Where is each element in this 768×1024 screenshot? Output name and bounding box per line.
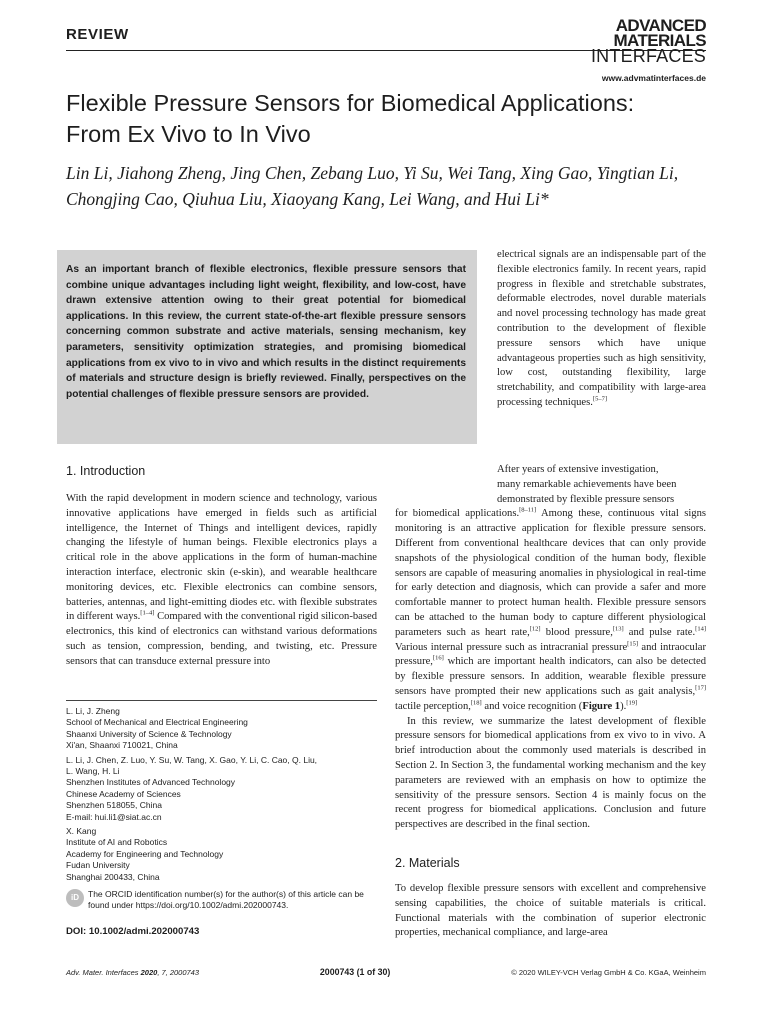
affiliation-line: X. Kang [66, 826, 97, 837]
citation[interactable]: [8–11] [519, 506, 537, 514]
citation[interactable]: [5–7] [592, 395, 608, 403]
text-run: and pulse rate. [623, 626, 696, 638]
body-paragraph-2 [395, 507, 706, 714]
affiliation-line: L. Li, J. Chen, Z. Luo, Y. Su, W. Tang, X. Gao, Y. Li, C. Cao, Q. Liu, [66, 754, 318, 765]
affiliation-group-1 [66, 706, 386, 752]
text-run: With the rapid development in modern science and technology, various innovative applications have emerged in fields such as artificial intelligence, the Internet of Things and intelligent devices, rapidly changing the lifestyle of human beings. Flexible electronics plays a critical role in the above applications in the form of human-machine interaction interface, electronic skin (e-skin), and wearable healthcare monitoring devices, etc. Flexible electronics can combine sensors, batteries, antennas, and light-emitting diodes etc. with flexible substrates in different ways. [66, 493, 377, 623]
citation[interactable]: [17] [695, 684, 706, 692]
affiliation-line: School of Mechanical and Electrical Engineering [66, 717, 248, 728]
affiliation-line: Fudan University [66, 860, 130, 871]
citation[interactable]: [12] [529, 625, 541, 633]
orcid-icon[interactable]: iD [66, 889, 84, 907]
journal-logo-line2: MATERIALS [613, 31, 706, 50]
page-footer [66, 967, 706, 977]
text-run: ). [620, 700, 627, 712]
affiliation-group-3 [66, 826, 386, 883]
citation[interactable]: [14] [695, 625, 707, 633]
paper-title [66, 88, 706, 150]
section-tag: REVIEW [66, 26, 129, 43]
text-run: Various internal pressure such as intracranial pressure [395, 641, 628, 653]
affiliation-line: Shaanxi University of Science & Technology [66, 728, 232, 739]
journal-logo-line3: INTERFACES [590, 46, 706, 66]
paragraph-line: After years of extensive investigation, [497, 464, 659, 475]
copyright: © 2020 WILEY-VCH Verlag GmbH & Co. KGaA, Weinheim [511, 967, 706, 977]
right-column-continuation [497, 248, 706, 411]
footer-volume: , 7, 2000743 [157, 967, 200, 977]
affiliation-line: Shenzhen Institutes of Advanced Technology [66, 777, 236, 788]
title-line-1: Flexible Pressure Sensors for Biomedical Applications: [66, 90, 635, 116]
affiliation-rule [66, 700, 377, 701]
paragraph-line: many remarkable achievements have been [497, 478, 677, 490]
affiliation-line: L. Li, J. Zheng [66, 706, 120, 716]
doi-link[interactable]: DOI: 10.1002/admi.202000743 [66, 926, 200, 937]
journal-logo [591, 18, 706, 83]
authors-line-2: Chongjing Cao, Qiuhua Liu, Xiaoyang Kang, Lei Wang, and Hui Li* [66, 189, 549, 209]
citation[interactable]: [1–4] [140, 609, 155, 617]
journal-logo-line1: ADVANCED [615, 16, 706, 35]
introduction-paragraph [66, 492, 377, 670]
paragraph-line: demonstrated by flexible pressure sensors [497, 493, 675, 505]
section-heading-materials: 2. Materials [395, 856, 460, 870]
citation[interactable]: [15] [627, 640, 639, 648]
text-run: and voice recognition ( [481, 700, 583, 712]
footer-journal: Adv. Mater. Interfaces [66, 967, 141, 977]
affiliation-line: Chinese Academy of Sciences [66, 788, 181, 799]
page-number: 2000743 (1 of 30) [319, 967, 391, 977]
affiliations [66, 706, 386, 886]
citation[interactable]: [19] [626, 699, 638, 707]
materials-paragraph: To develop flexible pressure sensors with excellent and comprehensive sensing capabilities, the choice of suitable materials is critical. Functional materials with the combination of superior electronic properties, mechanical compliance, and large-area [395, 883, 706, 939]
text-run: and intraocular pressure, [395, 641, 706, 668]
text-run: Among these, continuous vital signs monitoring is an attractive application for flexible pressure sensors. Different from conventional healthcare devices that can only provide snapshots of the physiological condition of the human body, flexible sensors are capable of measuring anomalies in physiological in real-time for early detection and diagnosis, which can provide a safer and more comfortable manner to protect human health. Flexible pressure sensors can be attached to the human body to capture different physiological parameters such as heart rate, [395, 508, 706, 638]
affiliation-group-2 [66, 755, 386, 823]
affiliation-line: Academy for Engineering and Technology [66, 848, 224, 859]
affiliation-line: Xi'an, Shaanxi 710021, China [66, 740, 178, 751]
author-list [66, 160, 716, 212]
footer-year: 2020 [140, 967, 158, 977]
text-run: blood pressure, [540, 626, 613, 638]
affiliation-line: Shenzhen 518055, China [66, 800, 162, 811]
continuation-text: electrical signals are an indispensable part of the flexible electronics family. In recent years, rapid progress in flexible and stretchable substrates, deformable electrodes, novel durable materials and novel processing technology has made great contribution to the development of flexible pressure sensors which have unique advantageous properties such as high sensitivity, low cost, outstanding flexibility, large stretchability, and compatibility with large-area processing techniques. [497, 249, 706, 408]
figure-reference[interactable]: Figure 1 [582, 700, 621, 712]
citation[interactable]: [18] [470, 699, 482, 707]
orcid-text[interactable]: The ORCID identification number(s) for the author(s) of this article can be found under https://doi.org/10.1002/admi.202000743. [88, 889, 364, 911]
text-run: Compared with the conventional rigid silicon-based electronics, this kind of electronics can withstand various deformations such as tension, compression, bending, and twisting, etc. Pressure sensors that can transduce external pressure into [66, 611, 377, 667]
citation[interactable]: [16] [432, 654, 444, 662]
text-run: for biomedical applications. [395, 508, 520, 520]
right-column-body [395, 463, 706, 833]
affiliation-line: Shanghai 200433, China [66, 871, 160, 882]
text-run: which are important health indicators, can also be detected by flexible pressure sensors. In addition, wearable flexible pressure sensors have prompted their new applications such as gait analysis, [395, 656, 706, 697]
corresponding-email[interactable]: E-mail: hui.li1@siat.ac.cn [66, 811, 162, 822]
section-heading-introduction: 1. Introduction [66, 464, 146, 478]
affiliation-line: Institute of AI and Robotics [66, 837, 168, 848]
citation[interactable]: [13] [612, 625, 624, 633]
journal-url[interactable]: www.advmatinterfaces.de [601, 73, 706, 83]
body-paragraph-3: In this review, we summarize the latest development of flexible pressure sensors for biomedical applications from ex vivo to in vivo. A brief introduction about the commonly used materials is described in Section 2. In Section 3, the fundamental working mechanism and the key parameters are reviewed with an emphasis on how to optimize the sensitivity of the pressure sensors. Section 4 is mainly focus on the recent progress for biomedical applications. Conclusion and future perspectives are described in the final section. [395, 715, 706, 831]
text-run: tactile perception, [395, 700, 471, 712]
affiliation-line: L. Wang, H. Li [66, 766, 120, 777]
title-line-2: From Ex Vivo to In Vivo [66, 121, 311, 147]
authors-line-1: Lin Li, Jiahong Zheng, Jing Chen, Zebang Luo, Yi Su, Wei Tang, Xing Gao, Yingtian Li, [66, 163, 679, 183]
footer-citation [66, 968, 199, 977]
abstract-text: As an important branch of flexible electronics, flexible pressure sensors that combine unique advantages including light weight, flexibility, and low-cost, have drawn extensive attention owing to their great potential for biomedical applications. In this review, the current state-of-the-art flexible pressure sensors concerning common substrate and active materials, sensing mechanism, key parameters, sensitivity optimization strategies, and promising biomedical applications from ex vivo to in vivo and which results in the distinct requirements of materials and structure design is briefly reviewed. Finally, perspectives on the potential challenges of flexible pressure sensors are provided. [66, 264, 466, 400]
orcid-note [66, 889, 386, 912]
